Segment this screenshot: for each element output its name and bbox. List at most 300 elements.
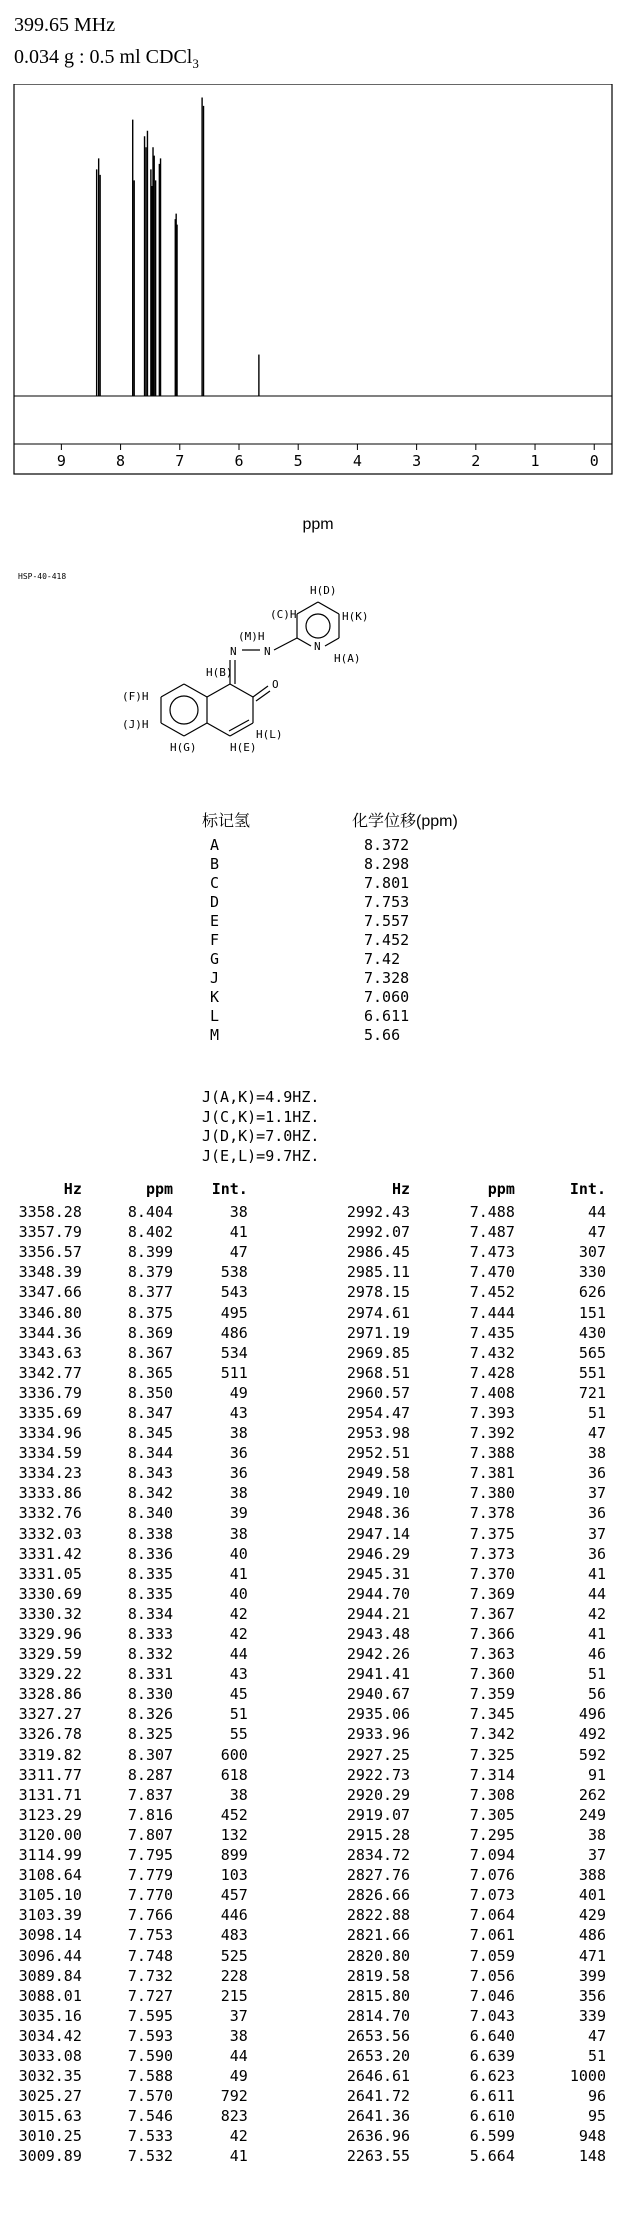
table-row — [0, 1765, 626, 1785]
table-cell: 8.375 — [127, 1303, 174, 1322]
sample-subscript: 3 — [192, 56, 199, 71]
table-row — [0, 1323, 626, 1343]
bonds — [161, 602, 339, 736]
table-cell: 7.795 — [127, 1846, 174, 1865]
table-row — [0, 1664, 626, 1684]
table-cell: 626 — [578, 1283, 606, 1302]
table-row — [0, 1865, 626, 1885]
table-cell: 2974.61 — [346, 1303, 411, 1322]
coupling-line: J(A,K)=4.9HZ. — [202, 1088, 320, 1106]
table-cell: 3123.29 — [18, 1805, 82, 1824]
table-cell: 7.375 — [469, 1524, 515, 1543]
table-cell: 45 — [229, 1685, 248, 1704]
table-cell: 41 — [587, 1625, 606, 1644]
peak-table-body — [0, 1202, 626, 2167]
table-cell: 42 — [587, 1604, 606, 1623]
table-cell: 2935.06 — [346, 1705, 411, 1724]
table-cell: 430 — [578, 1323, 606, 1342]
peak-table-header — [0, 1176, 626, 1202]
table-cell: 2944.70 — [346, 1584, 411, 1603]
table-cell: 7.342 — [469, 1725, 515, 1744]
table-cell: 3311.77 — [18, 1765, 82, 1784]
table-cell: 7.444 — [469, 1303, 515, 1322]
table-cell: 2641.72 — [346, 2087, 411, 2106]
coupling-line: J(E,L)=9.7HZ. — [202, 1146, 320, 1165]
table-cell: 41 — [229, 2147, 248, 2166]
peak-table — [0, 1176, 626, 2167]
table-cell: 307 — [578, 1243, 606, 1262]
table-cell: 3034.42 — [18, 2026, 82, 2045]
table-cell: 8.287 — [127, 1765, 174, 1784]
table-row — [0, 1845, 626, 1865]
table-cell: 2954.47 — [346, 1403, 411, 1422]
table-cell: 3329.96 — [18, 1625, 82, 1644]
table-cell: 3032.35 — [18, 2067, 82, 2086]
table-cell: 8.307 — [127, 1745, 174, 1764]
table-cell: 249 — [578, 1805, 606, 1824]
table-cell: 2971.19 — [346, 1323, 411, 1342]
table-cell: 2943.48 — [346, 1625, 411, 1644]
table-cell: 43 — [229, 1403, 248, 1422]
table-cell: 8.338 — [127, 1524, 174, 1543]
label-l: H(L) — [256, 728, 283, 741]
assignment-shift: 8.298 — [364, 855, 410, 873]
atom-n: N — [230, 645, 237, 658]
table-cell: 7.779 — [127, 1866, 174, 1885]
table-cell: 3098.14 — [18, 1926, 82, 1945]
table-cell: 91 — [587, 1765, 606, 1784]
table-cell: 8.379 — [127, 1263, 174, 1282]
table-cell: 6.640 — [469, 2026, 515, 2045]
table-cell: 2927.25 — [346, 1745, 411, 1764]
assignment-label: G — [210, 950, 220, 968]
bond-double — [229, 720, 249, 731]
label-k: H(K) — [342, 610, 369, 623]
table-cell: 7.766 — [127, 1906, 174, 1925]
table-cell: 3103.39 — [18, 1906, 82, 1925]
table-cell: 37 — [587, 1524, 606, 1543]
table-cell: 565 — [578, 1343, 606, 1362]
bond-n-c — [274, 638, 297, 650]
label-b: H(B) — [206, 666, 233, 679]
assignment-shift: 8.372 — [364, 836, 410, 854]
coupling-line: J(D,K)=7.0HZ. — [202, 1127, 320, 1145]
table-cell: 3329.22 — [18, 1665, 82, 1684]
table-cell: 3333.86 — [18, 1484, 82, 1503]
table-cell: 51 — [587, 2046, 606, 2065]
table-cell: 38 — [229, 2026, 248, 2045]
table-cell: 388 — [578, 1866, 606, 1885]
x-tick-label: 4 — [352, 452, 362, 470]
table-row — [0, 1363, 626, 1383]
table-row — [0, 1564, 626, 1584]
table-row — [0, 2126, 626, 2146]
table-cell: 3329.59 — [18, 1645, 82, 1664]
table-row — [0, 1966, 626, 1986]
table-row — [0, 1825, 626, 1845]
table-cell: 6.623 — [469, 2067, 515, 2086]
table-cell: 2952.51 — [346, 1444, 411, 1463]
bond — [207, 684, 230, 697]
table-row — [0, 1785, 626, 1805]
table-cell: 51 — [587, 1403, 606, 1422]
table-cell: 36 — [587, 1464, 606, 1483]
table-cell: 215 — [220, 1986, 248, 2005]
table-cell: 8.399 — [127, 1243, 174, 1262]
label-f: (F)H — [122, 690, 149, 703]
table-cell: 36 — [229, 1464, 248, 1483]
bond-carbonyl — [253, 686, 268, 697]
table-cell: 47 — [587, 1223, 606, 1242]
table-cell: 41 — [229, 1223, 248, 1242]
table-cell: 38 — [229, 1424, 248, 1443]
table-cell: 47 — [587, 2026, 606, 2045]
assignment-label: D — [210, 893, 220, 911]
label-e: H(E) — [230, 741, 257, 754]
table-cell: 534 — [220, 1343, 248, 1362]
table-cell: 8.331 — [127, 1665, 174, 1684]
table-row — [0, 1503, 626, 1523]
table-cell: 492 — [578, 1725, 606, 1744]
table-cell: 2960.57 — [346, 1383, 411, 1402]
table-cell: 446 — [220, 1906, 248, 1925]
table-cell: 7.046 — [469, 1986, 515, 2005]
table-cell: 2978.15 — [346, 1283, 411, 1302]
table-cell: 2919.07 — [346, 1805, 411, 1824]
table-cell: 2636.96 — [346, 2127, 411, 2146]
table-cell: 7.435 — [469, 1323, 515, 1342]
table-row — [0, 1745, 626, 1765]
assignment-row — [210, 950, 409, 969]
table-cell: 2941.41 — [346, 1665, 411, 1684]
table-cell: 42 — [229, 2127, 248, 2146]
assignment-row — [210, 988, 409, 1007]
assignment-shift: 7.557 — [364, 912, 410, 930]
x-tick-label: 2 — [471, 452, 481, 470]
table-cell: 7.393 — [469, 1403, 515, 1422]
table-cell: 2263.55 — [346, 2147, 411, 2166]
table-cell: 8.369 — [127, 1323, 174, 1342]
assignment-row — [210, 931, 409, 950]
table-row — [0, 1343, 626, 1363]
table-cell: 3096.44 — [18, 1946, 82, 1965]
table-cell: 3358.28 — [18, 1203, 82, 1222]
table-cell: 3357.79 — [18, 1223, 82, 1242]
table-cell: 55 — [229, 1725, 248, 1744]
table-cell: 7.056 — [469, 1966, 515, 1985]
table-cell: 7.370 — [469, 1564, 515, 1583]
table-cell: 2985.11 — [346, 1263, 411, 1282]
table-cell: 56 — [587, 1685, 606, 1704]
table-cell: 618 — [220, 1765, 248, 1784]
nmr-spectrum-chart — [0, 84, 626, 574]
table-cell: 7.470 — [469, 1263, 515, 1282]
table-cell: 3330.32 — [18, 1604, 82, 1623]
header-ppm: ppm — [487, 1180, 515, 1198]
table-cell: 8.332 — [127, 1645, 174, 1664]
table-cell: 40 — [229, 1544, 248, 1563]
table-cell: 2946.29 — [346, 1544, 411, 1563]
table-row — [0, 1624, 626, 1644]
table-cell: 496 — [578, 1705, 606, 1724]
table-cell: 3035.16 — [18, 2006, 82, 2025]
table-cell: 7.807 — [127, 1825, 174, 1844]
assignment-shift: 7.060 — [364, 988, 410, 1006]
table-cell: 2653.20 — [346, 2046, 411, 2065]
table-cell: 486 — [220, 1323, 248, 1342]
table-cell: 8.350 — [127, 1383, 174, 1402]
assignment-label: F — [210, 931, 220, 949]
table-cell: 7.308 — [469, 1785, 515, 1804]
table-cell: 511 — [220, 1363, 248, 1382]
spectrum-code: HSP-40-418 — [18, 572, 67, 581]
table-cell: 7.381 — [469, 1464, 515, 1483]
bond — [161, 684, 184, 697]
table-cell: 41 — [587, 1564, 606, 1583]
table-cell: 7.473 — [469, 1243, 515, 1262]
table-row — [0, 1302, 626, 1322]
table-cell: 538 — [220, 1263, 248, 1282]
label-m: (M)H — [238, 630, 265, 643]
table-cell: 2646.61 — [346, 2067, 411, 2086]
table-row — [0, 1905, 626, 1925]
table-cell: 6.610 — [469, 2107, 515, 2126]
header-hz: Hz — [392, 1180, 411, 1198]
table-row — [0, 1483, 626, 1503]
table-cell: 7.388 — [469, 1444, 515, 1463]
table-cell: 3331.42 — [18, 1544, 82, 1563]
plot-frame — [14, 84, 612, 474]
label-j: (J)H — [122, 718, 149, 731]
table-row — [0, 1885, 626, 1905]
table-cell: 5.664 — [469, 2147, 515, 2166]
table-row — [0, 1403, 626, 1423]
table-cell: 823 — [220, 2107, 248, 2126]
table-cell: 7.359 — [469, 1685, 515, 1704]
header-hz: Hz — [63, 1180, 82, 1198]
table-cell: 7.373 — [469, 1544, 515, 1563]
table-cell: 8.367 — [127, 1343, 174, 1362]
assignment-shift: 7.42 — [364, 950, 401, 968]
table-cell: 7.345 — [469, 1705, 515, 1724]
table-cell: 2915.28 — [346, 1825, 411, 1844]
label-c: (C)H — [270, 608, 297, 621]
table-cell: 44 — [587, 1584, 606, 1603]
table-cell: 3319.82 — [18, 1745, 82, 1764]
table-cell: 7.727 — [127, 1986, 174, 2005]
x-tick-label: 8 — [116, 452, 126, 470]
table-cell: 8.335 — [127, 1564, 174, 1583]
table-cell: 948 — [578, 2127, 606, 2146]
bond — [184, 723, 207, 736]
table-cell: 42 — [229, 1625, 248, 1644]
table-row — [0, 1383, 626, 1403]
table-cell: 44 — [229, 2046, 248, 2065]
assignment-header-shift: 化学位移(ppm) — [352, 813, 458, 830]
sample-text: 0.034 g : 0.5 ml CDCl — [14, 46, 193, 68]
table-cell: 38 — [587, 1825, 606, 1844]
table-row — [0, 2066, 626, 2086]
table-cell: 7.753 — [127, 1926, 174, 1945]
table-row — [0, 1262, 626, 1282]
table-cell: 8.326 — [127, 1705, 174, 1724]
table-row — [0, 2026, 626, 2046]
table-cell: 3009.89 — [18, 2147, 82, 2166]
x-tick-label: 5 — [293, 452, 303, 470]
table-cell: 2827.76 — [346, 1866, 411, 1885]
table-row — [0, 1222, 626, 1242]
table-cell: 7.363 — [469, 1645, 515, 1664]
table-cell: 7.314 — [469, 1765, 515, 1784]
table-cell: 8.404 — [127, 1203, 174, 1222]
table-row — [0, 1202, 626, 1222]
table-cell: 7.305 — [469, 1805, 515, 1824]
assignment-row — [210, 874, 409, 893]
table-cell: 44 — [229, 1645, 248, 1664]
table-cell: 3348.39 — [18, 1263, 82, 1282]
table-row — [0, 1925, 626, 1945]
molecule-structure — [100, 578, 530, 818]
sample-concentration — [14, 46, 199, 72]
table-cell: 95 — [587, 2107, 606, 2126]
table-cell: 7.094 — [469, 1846, 515, 1865]
assignment-shift: 7.753 — [364, 893, 410, 911]
table-cell: 7.588 — [127, 2067, 174, 2086]
x-axis-ticks — [57, 444, 599, 470]
table-cell: 8.334 — [127, 1604, 174, 1623]
table-cell: 7.369 — [469, 1584, 515, 1603]
table-cell: 6.639 — [469, 2046, 515, 2065]
table-cell: 7.043 — [469, 2006, 515, 2025]
table-cell: 7.532 — [127, 2147, 174, 2166]
table-cell: 8.325 — [127, 1725, 174, 1744]
table-cell: 2949.10 — [346, 1484, 411, 1503]
table-cell: 38 — [229, 1785, 248, 1804]
x-tick-label: 3 — [412, 452, 422, 470]
table-cell: 7.295 — [469, 1825, 515, 1844]
table-row — [0, 1604, 626, 1624]
table-cell: 543 — [220, 1283, 248, 1302]
table-cell: 36 — [587, 1504, 606, 1523]
table-cell: 8.347 — [127, 1403, 174, 1422]
table-cell: 8.330 — [127, 1685, 174, 1704]
table-row — [0, 1704, 626, 1724]
table-cell: 51 — [229, 1705, 248, 1724]
assignment-row — [210, 1007, 409, 1026]
table-cell: 8.402 — [127, 1223, 174, 1242]
table-cell: 36 — [229, 1444, 248, 1463]
table-cell: 7.590 — [127, 2046, 174, 2065]
table-cell: 399 — [578, 1966, 606, 1985]
table-cell: 7.360 — [469, 1665, 515, 1684]
table-cell: 7.593 — [127, 2026, 174, 2045]
table-cell: 7.064 — [469, 1906, 515, 1925]
table-cell: 8.345 — [127, 1424, 174, 1443]
header-ppm: ppm — [145, 1180, 174, 1198]
table-cell: 3089.84 — [18, 1966, 82, 1985]
table-cell: 3347.66 — [18, 1283, 82, 1302]
label-d: H(D) — [310, 584, 337, 597]
spectrometer-frequency: 399.65 MHz — [14, 14, 116, 36]
table-cell: 2969.85 — [346, 1343, 411, 1362]
table-row — [0, 1945, 626, 1965]
assignment-shift: 6.611 — [364, 1007, 410, 1025]
table-cell: 7.487 — [469, 1223, 515, 1242]
table-cell: 7.392 — [469, 1424, 515, 1443]
assignment-label: A — [210, 836, 220, 854]
table-cell: 49 — [229, 1383, 248, 1402]
atom-n: N — [314, 640, 321, 653]
bond — [184, 684, 207, 697]
table-cell: 3344.36 — [18, 1323, 82, 1342]
table-cell: 36 — [587, 1544, 606, 1563]
table-cell: 7.452 — [469, 1283, 515, 1302]
table-cell: 7.408 — [469, 1383, 515, 1402]
table-cell: 551 — [578, 1363, 606, 1382]
assignment-label: L — [210, 1007, 220, 1025]
table-cell: 7.570 — [127, 2087, 174, 2106]
table-row — [0, 2106, 626, 2126]
table-cell: 2815.80 — [346, 1986, 411, 2005]
assignment-label: E — [210, 912, 220, 930]
assignment-label: C — [210, 874, 220, 892]
table-cell: 2641.36 — [346, 2107, 411, 2126]
table-cell: 3327.27 — [18, 1705, 82, 1724]
table-row — [0, 2146, 626, 2166]
table-cell: 8.377 — [127, 1283, 174, 1302]
coupling-constants — [202, 1088, 319, 1166]
table-cell: 41 — [229, 1564, 248, 1583]
table-cell: 132 — [220, 1825, 248, 1844]
table-cell: 3334.96 — [18, 1424, 82, 1443]
table-cell: 38 — [229, 1484, 248, 1503]
table-cell: 600 — [220, 1745, 248, 1764]
table-cell: 486 — [578, 1926, 606, 1945]
table-cell: 40 — [229, 1584, 248, 1603]
x-tick-label: 6 — [234, 452, 244, 470]
bond — [297, 602, 318, 614]
bond — [325, 638, 339, 646]
table-cell: 3335.69 — [18, 1403, 82, 1422]
table-cell: 3342.77 — [18, 1363, 82, 1382]
table-cell: 330 — [578, 1263, 606, 1282]
table-cell: 339 — [578, 2006, 606, 2025]
table-cell: 3326.78 — [18, 1725, 82, 1744]
table-cell: 8.365 — [127, 1363, 174, 1382]
table-cell: 2826.66 — [346, 1886, 411, 1905]
assignment-shift: 5.66 — [364, 1026, 401, 1044]
table-row — [0, 2046, 626, 2066]
assignment-label: B — [210, 855, 220, 873]
table-cell: 3346.80 — [18, 1303, 82, 1322]
table-cell: 7.432 — [469, 1343, 515, 1362]
table-cell: 7.367 — [469, 1604, 515, 1623]
assignment-row — [210, 855, 409, 874]
table-cell: 483 — [220, 1926, 248, 1945]
table-row — [0, 1282, 626, 1302]
coupling-line: J(C,K)=1.1HZ. — [202, 1107, 320, 1126]
table-cell: 2944.21 — [346, 1604, 411, 1623]
table-cell: 3331.05 — [18, 1564, 82, 1583]
table-cell: 2814.70 — [346, 2006, 411, 2025]
table-row — [0, 1805, 626, 1825]
table-cell: 38 — [229, 1203, 248, 1222]
assignment-label: K — [210, 988, 220, 1006]
table-cell: 3343.63 — [18, 1343, 82, 1362]
table-cell: 2992.07 — [346, 1223, 411, 1242]
table-cell: 3328.86 — [18, 1685, 82, 1704]
table-cell: 39 — [229, 1504, 248, 1523]
